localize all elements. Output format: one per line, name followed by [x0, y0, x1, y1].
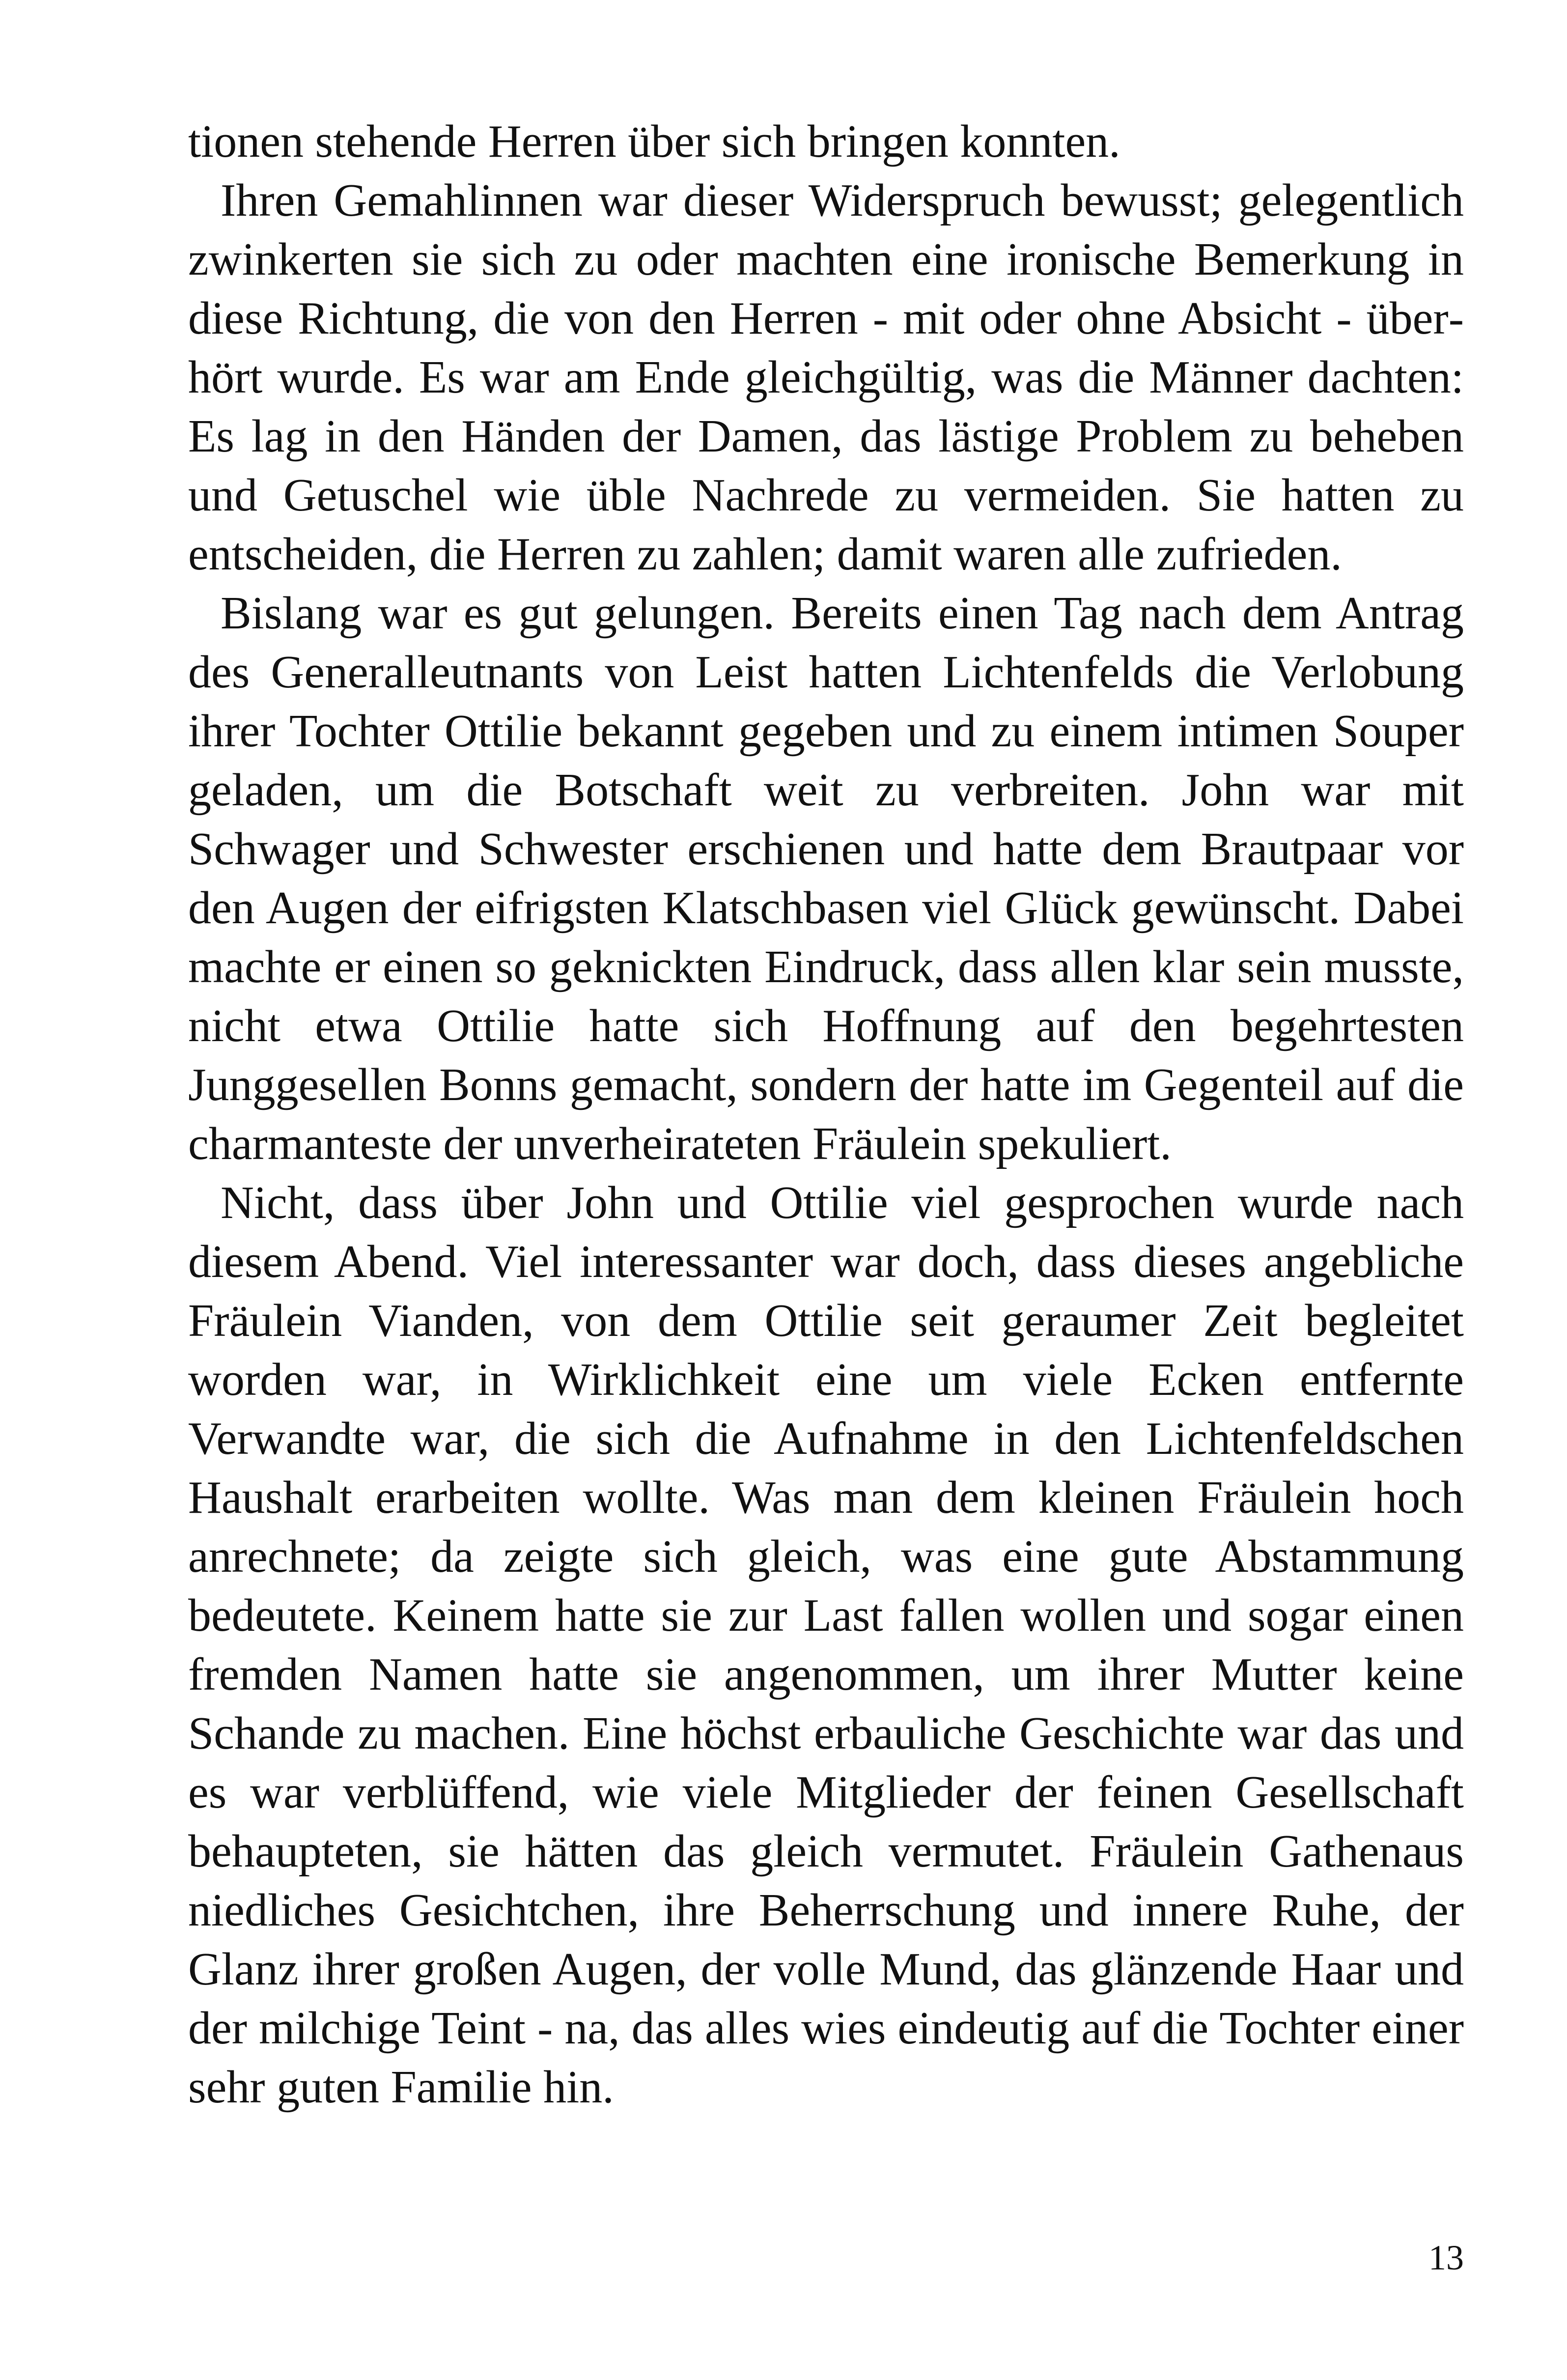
paragraph-1: tionen stehende Herren über sich bringen konnten.	[188, 116, 1120, 167]
paragraph-4: Nicht, dass über John und Ottilie viel gesprochen wurde nach diesem Abend. Viel interessanter war doch, dass dieses angebliche Fräulein Vianden, von dem Ottilie seit geraumer Zeit begleitet worden war, in Wirklichkeit eine um viele Ecken entfernte Verwandte war, die sich die Aufnahme in den Lichtenfeldschen Haushalt erarbeiten wollte. Was man dem kleinen Fräulein hoch anrechnete; da zeigte sich gleich, was eine gute Abstammung bedeutete. Keinem hatte sie zur Last fallen wollen und sogar einen fremden Namen hatte sie angenommen, um ihrer Mutter keine Schande zu machen. Eine höchst erbauliche Geschichte war das und es war verblüffend, wie viele Mitglieder der feinen Gesellschaft behaupteten, sie hätten das gleich vermutet. Fräulein Gathenaus niedliches Gesichtchen, ihre Beherrschung und innere Ruhe, der Glanz ihrer großen Augen, der volle Mund, das glänzende Haar und der milchige Teint - na, das alles wies eindeutig auf die Tochter einer sehr guten Familie hin.	[188, 1177, 1464, 2113]
page-number: 13	[1428, 2238, 1464, 2277]
paragraph-2: Ihren Gemahlinnen war dieser Widerspruch bewusst; gelegentlich zwinkerten sie sich zu oder machten eine ironische Bemerkung in diese Richtung, die von den Herren - mit oder ohne Absicht - überhört wurde. Es war am Ende gleichgültig, was die Männer dachten: Es lag in den Händen der Damen, das lästige Problem zu beheben und Getuschel wie üble Nachrede zu vermeiden. Sie hatten zu entscheiden, die Herren zu zahlen; damit waren alle zufrieden.	[188, 175, 1464, 580]
paragraph-3: Bislang war es gut gelungen. Bereits einen Tag nach dem Antrag des Generalleutnants von Leist hatten Lichtenfelds die Verlobung ihrer Tochter Ottilie bekannt gegeben und zu einem intimen Souper geladen, um die Botschaft weit zu verbreiten. John war mit Schwager und Schwester erschienen und hatte dem Brautpaar vor den Augen der eifrigsten Klatschbasen viel Glück gewünscht. Dabei machte er einen so geknickten Eindruck, dass allen klar sein musste, nicht etwa Ottilie hatte sich Hoffnung auf den begehrtesten Junggesellen Bonns gemacht, sondern der hatte im Gegenteil auf die charmanteste der unverheirateten Fräulein spekuliert.	[188, 588, 1464, 1169]
body-text	[188, 112, 1464, 2117]
